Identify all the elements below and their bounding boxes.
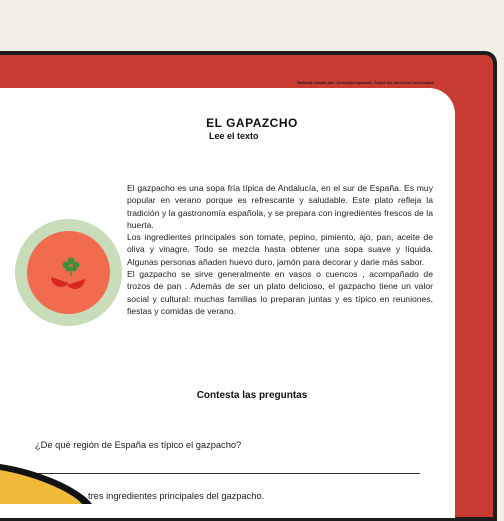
credit-line: Material creado por: @rosajimespanish. Todos los derechos reservados	[297, 80, 434, 85]
paragraph-2: Los ingredientes principales son tomate, pepino, pimiento, ajo, pan, aceite de oliva y vinagre. Todo se mezcla hasta obtener una sopa suave y líquida. Algunas personas añaden huevo duro, jamón para decorar y darle más sabor.	[127, 232, 433, 267]
question-1: ¿De qué región de España es típico el gazpacho?	[35, 440, 242, 450]
page-subtitle: Lee el texto	[209, 131, 259, 141]
paragraph-1: El gazpacho es una sopa fría típica de Andalucía, en el sur de España. Es muy popular en verano porque es refrescante y saludable. Este plato refleja la tradición y la gastronomía española, y se prepara con ingredientes frescos de la huerta.	[127, 183, 433, 230]
page-title: EL GAPAZCHO	[206, 116, 298, 130]
paragraph-3: El gazpacho se sirve generalmente en vasos o cuencos , acompañado de trozos de pan . Además de ser un plato delicioso, el gazpacho tiene un valor social y cultural: muchas familias lo preparan juntas y es típico en reuniones, fiestas y comidas de verano.	[127, 269, 433, 316]
question-2: tres ingredientes principales del gazpacho.	[88, 491, 265, 501]
section-title: Contesta las preguntas	[196, 390, 308, 401]
